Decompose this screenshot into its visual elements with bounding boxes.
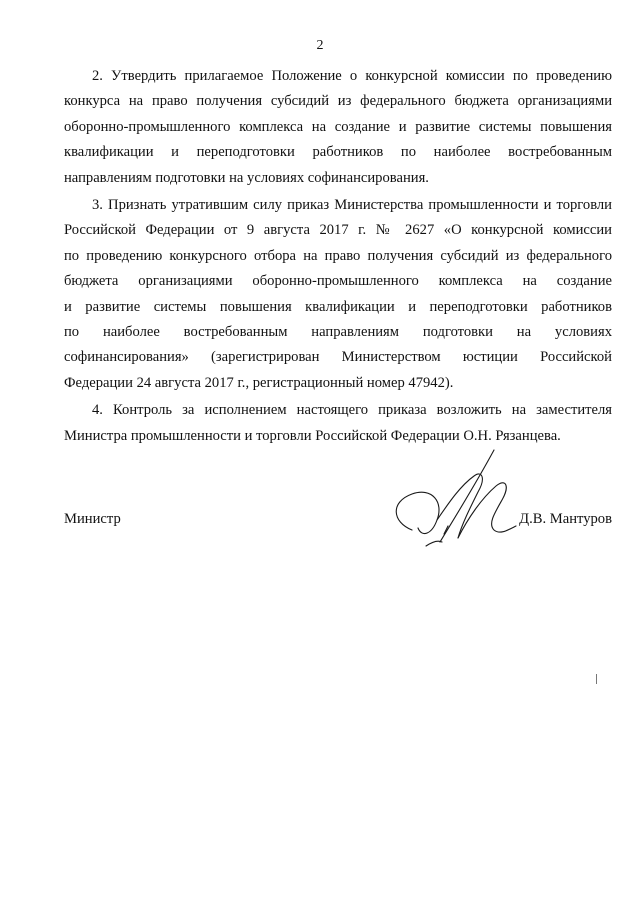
text-line: по наиболее востребованным направлениям подготовки на условиях <box>64 324 612 341</box>
page-number: 2 <box>316 38 324 53</box>
text-line: Министра промышленности и торговли Российской Федерации О.Н. Рязанцева. <box>64 427 561 444</box>
text-line: конкурса на право получения субсидий из федерального бюджета организациями <box>64 93 612 110</box>
text-line: 4. Контроль за исполнением настоящего приказа возложить на заместителя <box>92 402 612 419</box>
signatory-position: Министр <box>64 511 121 527</box>
handwritten-signature <box>382 442 522 552</box>
text-line: софинансирования» (зарегистрирован Министерством юстиции Российской <box>64 349 612 366</box>
text-line: по проведению конкурсного отбора на право получения субсидий из федерального <box>64 247 612 264</box>
text-line: квалификации и переподготовки работников по наиболее востребованным <box>64 144 612 161</box>
text-line: бюджета организациями оборонно-промышленного комплекса на создание <box>64 273 612 290</box>
paragraph-2 <box>64 64 612 191</box>
paragraph-4 <box>64 398 612 449</box>
text-line: Федерации 24 августа 2017 г., регистрационный номер 47942). <box>64 374 454 391</box>
text-line: и развитие системы повышения квалификации и переподготовки работников <box>64 298 612 315</box>
signature-block <box>64 502 612 542</box>
text-line: оборонно-промышленного комплекса на создание и развитие системы повышения <box>64 118 612 135</box>
text-line: 2. Утвердить прилагаемое Положение о конкурсной комиссии по проведению <box>92 68 612 84</box>
text-line: 3. Признать утратившим силу приказ Министерства промышленности и торговли <box>92 197 612 214</box>
text-line: направлениям подготовки на условиях софинансирования. <box>64 169 429 186</box>
signatory-name: Д.В. Мантуров <box>519 511 612 527</box>
text-line: Российской Федерации от 9 августа 2017 г. № 2627 «О конкурсной комиссии <box>64 222 612 239</box>
scan-artifact <box>596 674 597 684</box>
paragraph-3 <box>64 193 612 396</box>
document-body <box>64 64 612 449</box>
